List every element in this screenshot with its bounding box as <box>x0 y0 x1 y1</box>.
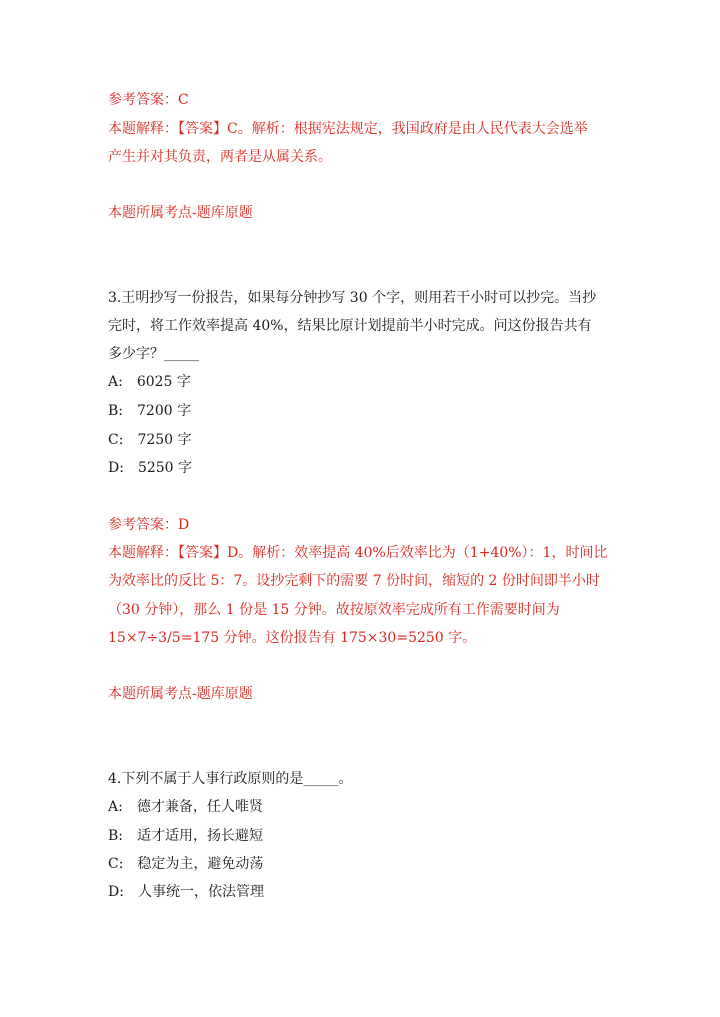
option-a <box>108 372 191 392</box>
option-key: D: <box>108 460 124 476</box>
answer-line: 参考答案：D <box>108 517 190 533</box>
option-text: 稳定为主，避免动荡 <box>137 856 264 872</box>
explanation-line: 本题解释：【答案】C。解析：根据宪法规定，我国政府是由人民代表大会选举 <box>108 121 588 137</box>
explanation-line: 15×7÷3/5=175 分钟。这份报告有 175×30=5250 字。 <box>108 630 477 646</box>
option-text: 5250 字 <box>137 460 193 476</box>
option-text: 德才兼备，任人唯贤 <box>136 799 263 815</box>
question-stem-line: 3.王明抄写一份报告，如果每分钟抄写 30 个字，则用若干小时可以抄完。当抄 <box>108 290 597 306</box>
option-key: C: <box>108 856 124 872</box>
option-c <box>108 430 192 450</box>
explanation-line: 本题解释：【答案】D。解析：效率提高 40%后效率比为（1+40%）：1，时间比 <box>108 545 608 561</box>
option-d <box>108 882 264 902</box>
option-key: B: <box>108 828 124 844</box>
option-a <box>108 797 263 817</box>
option-text: 6025 字 <box>136 374 191 390</box>
option-key: A: <box>108 374 123 390</box>
option-key: A: <box>108 799 123 815</box>
option-text: 7200 字 <box>137 403 192 419</box>
explanation-line: （30 分钟），那么 1 份是 15 分钟。故按原效率完成所有工作需要时间为 <box>108 602 560 618</box>
source-line: 本题所属考点-题库原题 <box>108 205 253 221</box>
option-key: B: <box>108 403 124 419</box>
explanation-line: 产生并对其负责，两者是从属关系。 <box>108 149 332 165</box>
explanation-line: 为效率比的反比 5：7。设抄完剩下的需要 7 份时间，缩短的 2 份时间即半小时 <box>108 573 600 589</box>
option-c <box>108 854 263 874</box>
option-b <box>108 826 263 846</box>
answer-line: 参考答案：C <box>108 92 189 108</box>
option-text: 人事统一，依法管理 <box>137 884 264 900</box>
source-line: 本题所属考点-题库原题 <box>108 686 253 702</box>
option-text: 7250 字 <box>137 432 192 448</box>
question-stem-line: 多少字？_____ <box>108 346 199 362</box>
option-text: 适才适用，扬长避短 <box>137 828 264 844</box>
option-b <box>108 401 191 421</box>
option-d <box>108 458 192 478</box>
option-key: D: <box>108 884 124 900</box>
question-stem-line: 4.下列不属于人事行政原则的是_____。 <box>108 771 353 787</box>
option-key: C: <box>108 432 124 448</box>
question-stem-line: 完时，将工作效率提高 40%，结果比原计划提前半小时完成。问这份报告共有 <box>108 318 592 334</box>
